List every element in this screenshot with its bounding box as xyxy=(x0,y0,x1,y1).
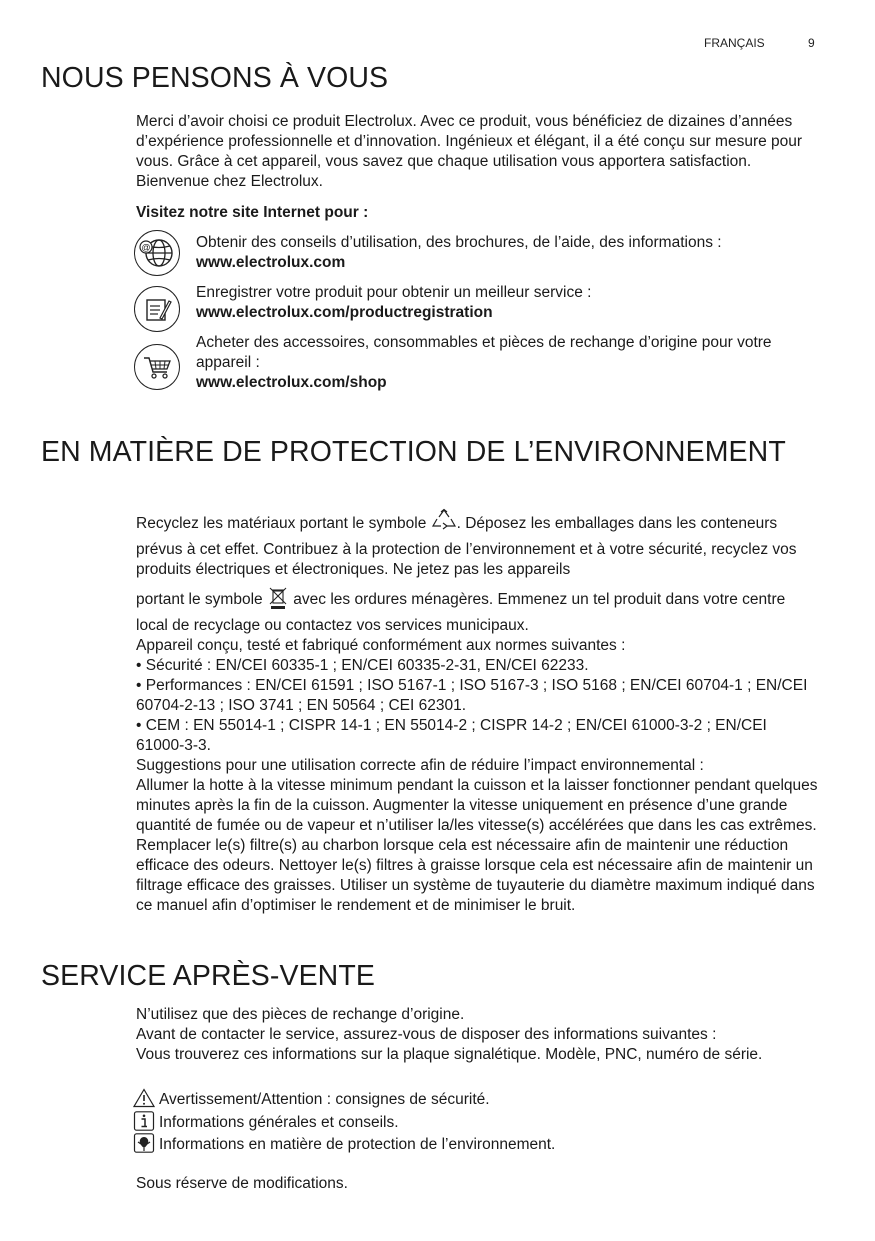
suggestions-title: Suggestions pour une utilisation correcte afin de réduire l’impact environnemental : xyxy=(136,757,704,774)
legend-warning xyxy=(133,1088,490,1110)
section-title-service: SERVICE APRÈS-VENTE xyxy=(41,960,375,992)
environment-icon xyxy=(133,1133,155,1153)
recycle-text-start: Recyclez les matériaux portant le symbole xyxy=(136,515,431,532)
service-line-1: N’utilisez que des pièces de rechange d’origine. xyxy=(136,1006,465,1023)
visit-label: Visitez notre site Internet pour : xyxy=(136,204,369,221)
legend-environment xyxy=(133,1133,555,1155)
recycle-text-end: . Déposez les emballages dans les conteneurs prévus à cet effet. Contribuez à la protection de l’environnement et à votre sécurité, recyclez vos produits électriques et électroniques. Ne jetez pas les appareils xyxy=(136,515,797,578)
weee-text-end: avec les ordures ménagères. Emmenez un tel produit dans votre centre local de recyclage ou contactez vos services municipaux. xyxy=(136,591,786,634)
globe-icon xyxy=(134,230,180,276)
norm-safety: • Sécurité : EN/CEI 60335-1 ; EN/CEI 60335-2-31, EN/CEI 62233. xyxy=(136,657,589,674)
section-title-nous-pensons: NOUS PENSONS À VOUS xyxy=(41,62,389,94)
legend-info-text: Informations générales et conseils. xyxy=(159,1114,399,1131)
legend-info xyxy=(133,1111,399,1133)
recycle-symbol-icon xyxy=(431,508,457,540)
legend-environment-text: Informations en matière de protection de l’environnement. xyxy=(159,1136,556,1153)
norms-intro: Appareil conçu, testé et fabriqué conformément aux normes suivantes : xyxy=(136,637,626,654)
norm-emc: • CEM : EN 55014-1 ; CISPR 14-1 ; EN 55014-2 ; CISPR 14-2 ; EN/CEI 61000-3-2 ; EN/CEI 61000-3-3. xyxy=(136,717,767,754)
service-line-2: Avant de contacter le service, assurez-vous de disposer des informations suivantes : xyxy=(136,1026,717,1043)
svg-text:@: @ xyxy=(141,242,151,253)
intro-text: Merci d’avoir choisi ce produit Electrolux. Avec ce produit, vous bénéficiez de dizaines d’années d’expérience professionnelle et d’innovation. Ingénieux et élégant, il a été conçu sur mesure pour vous. Grâce à cet appareil, vous savez que chaque utilisation vous apportera satisfaction. Bienvenue chez Electrolux. xyxy=(136,113,803,190)
recycle-paragraph xyxy=(136,500,818,916)
info-icon xyxy=(133,1111,155,1131)
visit-item-advice-text: Obtenir des conseils d’utilisation, des brochures, de l’aide, des informations : xyxy=(196,234,722,251)
weee-text-start: portant le symbole xyxy=(136,591,267,608)
header-language: FRANÇAIS xyxy=(704,36,765,50)
service-line-3: Vous trouverez ces informations sur la plaque signalétique. Modèle, PNC, numéro de série. xyxy=(136,1046,763,1063)
warning-icon xyxy=(133,1088,155,1108)
service-paragraph xyxy=(136,1005,818,1065)
visit-item-registration-text: Enregistrer votre produit pour obtenir un meilleur service : xyxy=(196,284,592,301)
crossed-bin-icon xyxy=(267,586,289,616)
link-product-registration[interactable]: www.electrolux.com/productregistration xyxy=(196,304,493,321)
footer-note: Sous réserve de modifications. xyxy=(136,1175,348,1192)
cart-icon xyxy=(134,344,180,390)
intro-paragraph xyxy=(136,112,818,192)
legend-warning-text: Avertissement/Attention : consignes de sécurité. xyxy=(159,1091,490,1108)
header-page-number: 9 xyxy=(808,36,815,50)
link-shop[interactable]: www.electrolux.com/shop xyxy=(196,374,387,391)
section-title-environnement: EN MATIÈRE DE PROTECTION DE L’ENVIRONNEMENT xyxy=(41,436,786,468)
registration-icon xyxy=(134,286,180,332)
suggestions-text: Allumer la hotte à la vitesse minimum pendant la cuisson et la laisser fonctionner pendant quelques minutes après la fin de la cuisson. Augmenter la vitesse uniquement en présence d’une grande quantité de fumée ou de vapeur et n’utiliser la/les vitesse(s) accélérées que dans les cas extrêmes. Remplacer le(s) filtre(s) au charbon lorsque cela est nécessaire afin de maintenir une réduction efficace des odeurs. Nettoyer le(s) filtres à graisse lorsque cela est nécessaire afin de maintenir un filtrage efficace des graisses. Utiliser un système de tuyauterie du diamètre maximum indiqué dans ce manuel afin d’optimiser le rendement et de minimiser le bruit. xyxy=(136,777,818,914)
norm-performance: • Performances : EN/CEI 61591 ; ISO 5167-1 ; ISO 5167-3 ; ISO 5168 ; EN/CEI 60704-1 ; EN/CEI 60704-2-13 ; ISO 3741 ; EN 50564 ; CEI 62301. xyxy=(136,677,808,714)
link-electrolux-com[interactable]: www.electrolux.com xyxy=(196,254,346,271)
visit-item-shop-text: Acheter des accessoires, consommables et pièces de rechange d’origine pour votre appareil : xyxy=(196,334,772,371)
